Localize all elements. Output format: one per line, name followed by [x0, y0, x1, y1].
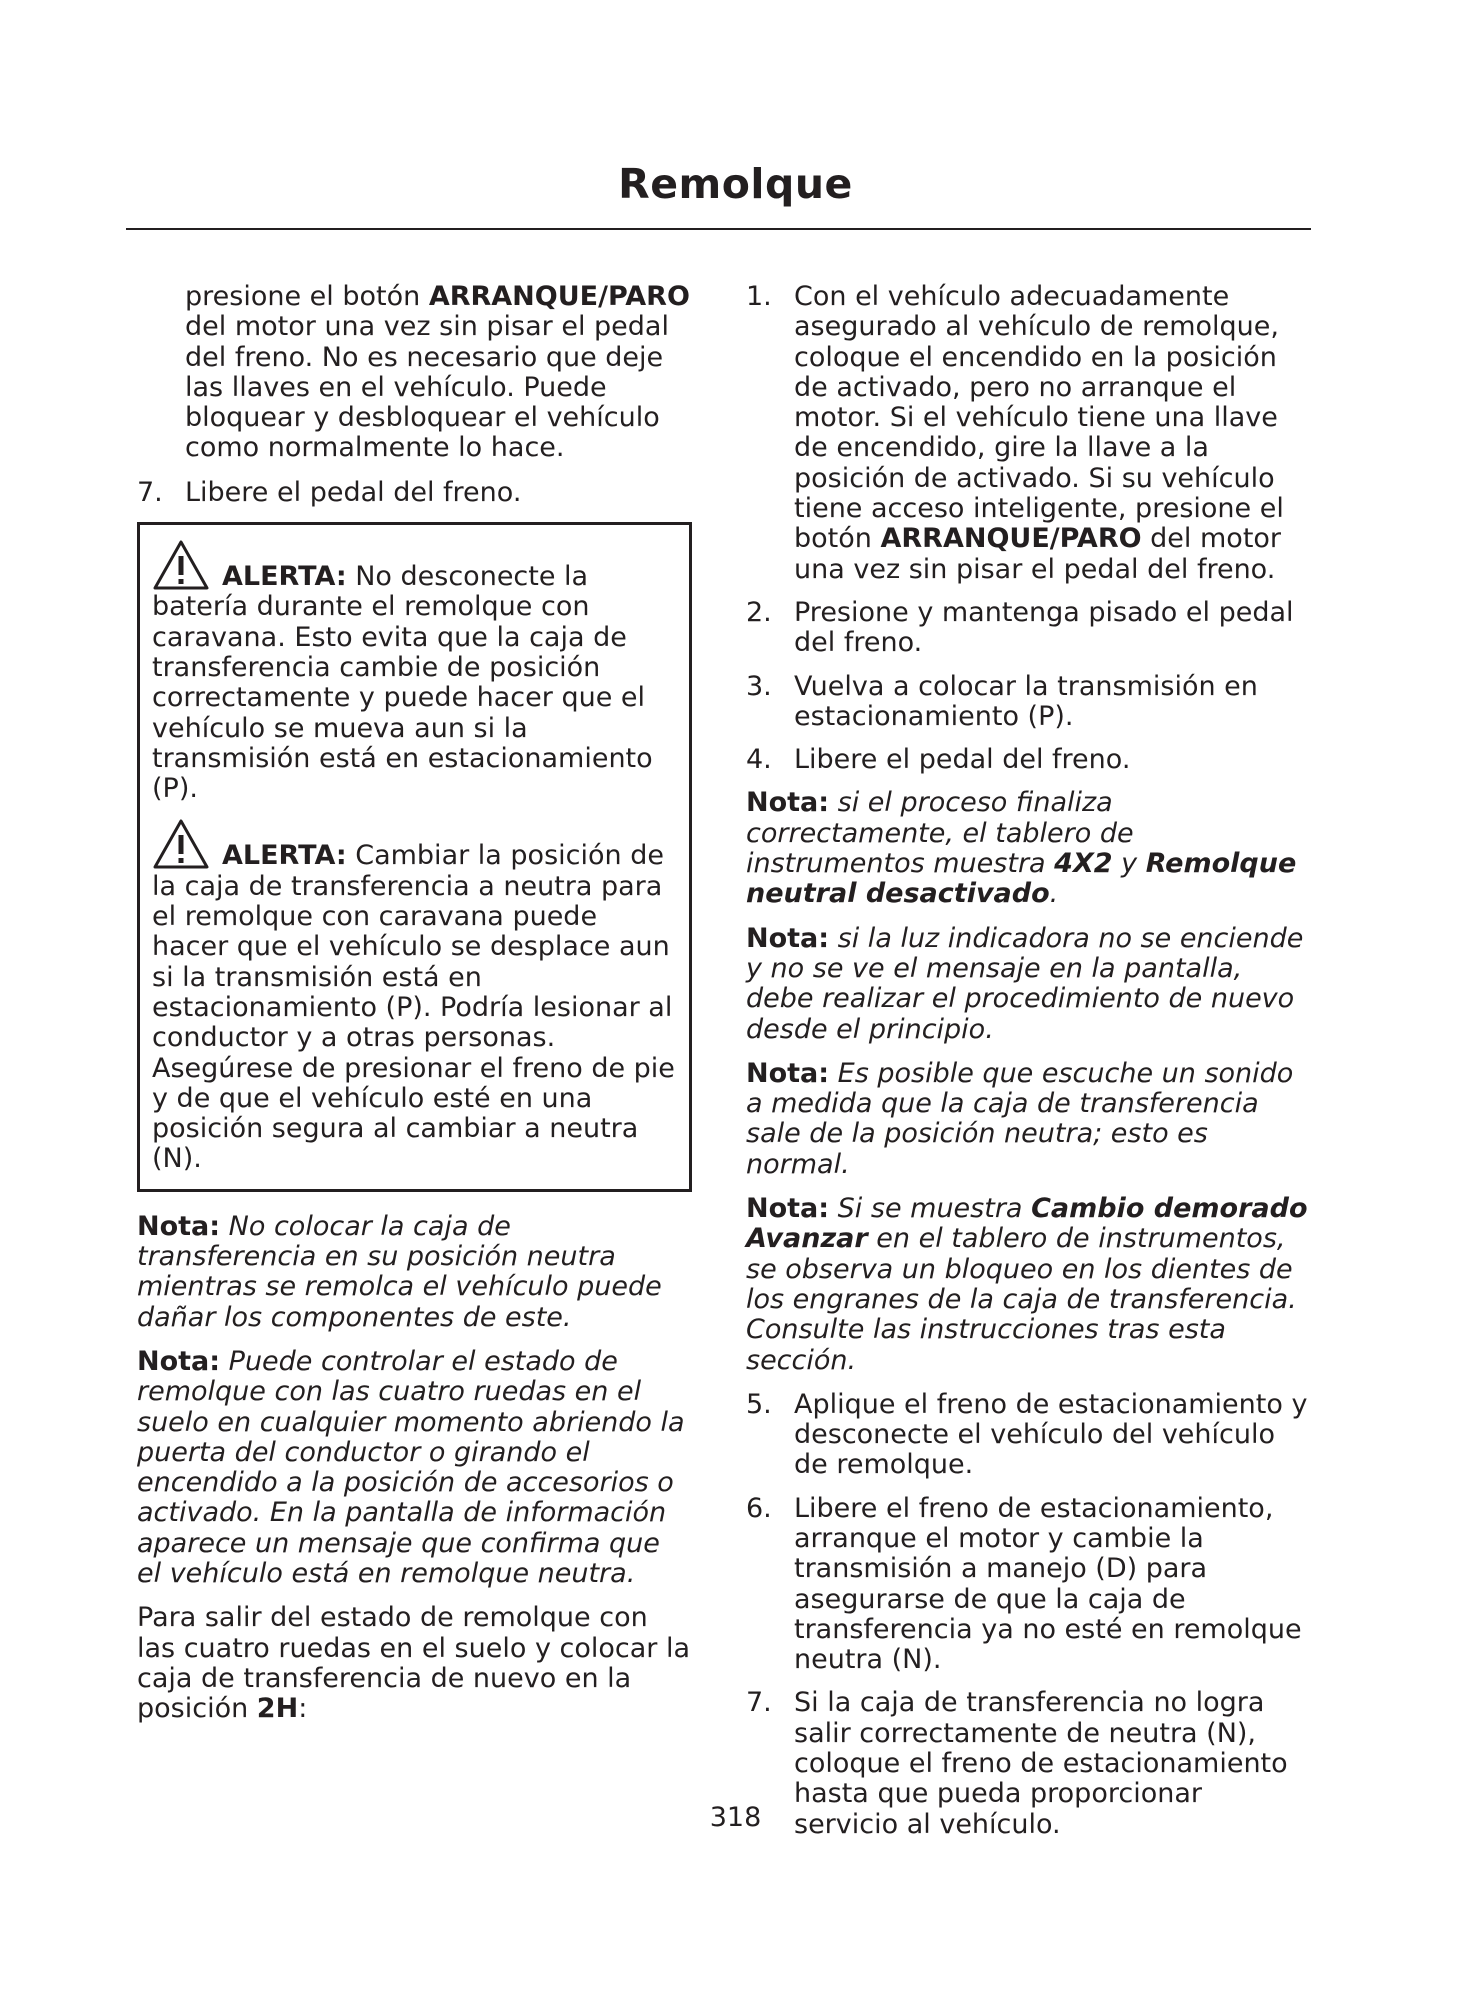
step-number: 4.: [746, 744, 772, 776]
continued-step-6: presione el botón ARRANQUE/PARO del motor una vez sin pisar el pedal del freno. No es necesario que deje las llaves en el vehículo. Puede bloquear y desbloquear el vehículo como normalmente lo hace.: [185, 281, 690, 464]
step-1: [746, 282, 1312, 585]
step-number: 5.: [746, 1388, 772, 1420]
step-text: Libere el pedal del freno.: [185, 476, 522, 508]
alert-1: ALERTA: No desconecte la batería durante el remolque con caravana. Esto evita que la caja de transferencia cambie de posición correctamente y puede hacer que el vehículo se mueva aun si la transmisión está en estacionamiento (P).: [152, 539, 679, 804]
note-2: Nota: Puede controlar el estado de remolque con las cuatro ruedas en el suelo en cualquier momento abriendo la puerta del conductor o girando el encendido a la posición de accesorios o activado. En la pantalla de información aparece un mensaje que confirma que el vehículo está en remolque neutra.: [137, 1345, 685, 1589]
note-6: Nota: Si se muestra Cambio demorado Avanzar en el tablero de instrumentos, se observa un bloqueo en los dientes de los engranes de la caja de transferencia. Consulte las instrucciones tras esta sección.: [746, 1193, 1308, 1376]
note-1: Nota: No colocar la caja de transferencia en su posición neutra mientras se remolca el vehículo puede dañar los componentes de este.: [137, 1210, 662, 1333]
title-rule: [126, 228, 1311, 230]
step-text: Aplique el freno de estacionamiento y desconecte el vehículo del vehículo de remolque.: [794, 1388, 1308, 1481]
note-4: Nota: si la luz indicadora no se enciende y no se ve el mensaje en la pantalla, debe realizar el procedimiento de nuevo desde el principio.: [746, 922, 1304, 1045]
right-column: [746, 282, 1312, 1853]
step-number: 7.: [137, 476, 163, 508]
step-6: [746, 1494, 1312, 1676]
note-3: Nota: si el proceso finaliza correctamente, el tablero de instrumentos muestra 4X2 y Remolque neutral desactivado.: [746, 787, 1297, 910]
exit-instructions: Para salir del estado de remolque con las cuatro ruedas en el suelo y colocar la caja de transferencia de nuevo en la posición 2H:: [137, 1602, 691, 1725]
step-text: Vuelva a colocar la transmisión en estacionamiento (P).: [794, 670, 1258, 732]
warning-triangle-icon: [152, 818, 210, 870]
step-number: 1.: [746, 281, 772, 312]
page-number: 318: [709, 1802, 762, 1833]
step-2: [746, 598, 1312, 659]
step-3: [746, 672, 1312, 733]
warning-triangle-icon: [152, 539, 210, 591]
alert-box: [137, 522, 692, 1192]
step-5: [746, 1390, 1312, 1481]
step-text: Presione y mantenga pisado el pedal del freno.: [794, 596, 1294, 659]
step-number: 6.: [746, 1492, 772, 1524]
step-number: 7.: [746, 1687, 772, 1719]
step-number: 3.: [746, 670, 772, 702]
note-5: Nota: Es posible que escuche un sonido a medida que la caja de transferencia sale de la posición neutra; esto es normal.: [746, 1057, 1294, 1180]
step-7: [137, 478, 692, 508]
step-4: [746, 745, 1312, 775]
page-title: Remolque: [618, 160, 853, 208]
step-text: Libere el freno de estacionamiento, arranque el motor y cambie la transmisión a manejo (D) para asegurarse de que la caja de transferencia ya no esté en remolque neutra (N).: [794, 1492, 1302, 1676]
step-text: Con el vehículo adecuadamente asegurado al vehículo de remolque, coloque el encendido en la posición de activado, pero no arranque el motor. Si el vehículo tiene una llave de encendido, gire la llave a la posición de activado. Si su vehículo tiene acceso inteligente, presione el botón ARRANQUE/PARO del motor una vez sin pisar el pedal del freno.: [794, 281, 1284, 585]
step-number: 2.: [746, 596, 772, 628]
step-text: Libere el pedal del freno.: [794, 744, 1131, 776]
alert-2: ALERTA: Cambiar la posición de la caja de transferencia a neutra para el remolque con caravana puede hacer que el vehículo se desplace aun si la transmisión está en estacionamiento (P). Podría lesionar al conductor y a otras personas. Asegúrese de presionar el freno de pie y de que el vehículo esté en una posición segura al cambiar a neutra (N).: [152, 818, 679, 1174]
step-text: Si la caja de transferencia no logra salir correctamente de neutra (N), coloque el freno de estacionamiento hasta que pueda proporcionar servicio al vehículo.: [794, 1687, 1288, 1840]
left-column: [137, 282, 692, 1738]
